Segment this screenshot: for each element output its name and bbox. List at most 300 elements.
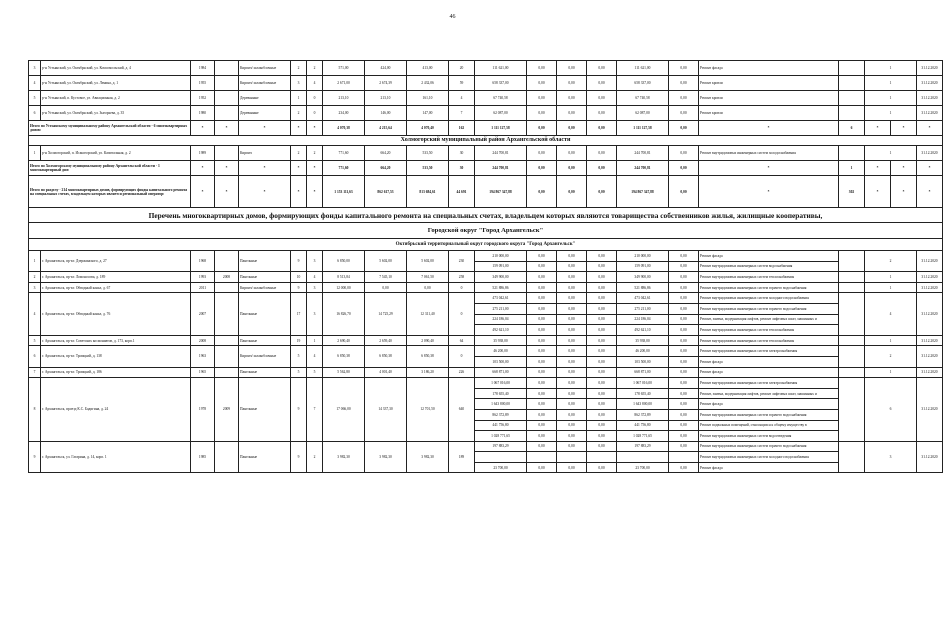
owners-funds-cell: 349 900,00 (617, 272, 669, 283)
local-budget-cell: 0,00 (587, 335, 617, 346)
row-number: 1 (29, 146, 41, 161)
unit-cost-cell: 0,00 (669, 161, 699, 176)
repair-cost-cell: 46 200,00 (475, 346, 527, 357)
fund-share-cell: 0,00 (527, 356, 557, 367)
blank-cell (839, 251, 865, 272)
local-budget-cell (587, 452, 617, 463)
fund-share-cell: 0,00 (527, 367, 557, 378)
work-count-cell: 6 (865, 378, 917, 442)
blank-cell (839, 282, 865, 293)
residents-cell: 44 691 (449, 176, 475, 208)
year-built-cell: 1984 (191, 61, 215, 76)
unit-cost-cell: 0,00 (669, 420, 699, 431)
address-cell: г. Архангельск, пр-кт. Советских космонавтов, д. 173, корп.1 (41, 335, 191, 346)
residential-area-cell: 413,00 (407, 61, 449, 76)
work-count-cell: 2 (865, 251, 917, 272)
residential-area-cell: 147,00 (407, 106, 449, 121)
completion-date-cell: 31.12.2020 (917, 106, 943, 121)
work-type-cell: Ремонт фасада (699, 61, 839, 76)
work-count-cell: 1 (865, 335, 917, 346)
fund-share-cell: 0,00 (527, 272, 557, 283)
fund-share-cell: 0,00 (527, 76, 557, 91)
work-count-cell: 2 (865, 346, 917, 367)
repair-cost-cell: 275 211,00 (475, 303, 527, 314)
local-budget-cell: 0,00 (587, 161, 617, 176)
unit-cost-cell: 0,00 (669, 431, 699, 442)
repair-cost-cell: 521 886,86 (475, 282, 527, 293)
premises-area-cell: 4 001,40 (365, 367, 407, 378)
repair-cost-cell: 178 655,40 (475, 388, 527, 399)
unit-cost-cell: 0,00 (669, 293, 699, 304)
residents-cell: 4 (449, 91, 475, 106)
local-budget-cell: 0,00 (587, 76, 617, 91)
star-cell: * (891, 176, 917, 208)
owners-funds-cell: 67 740,58 (617, 91, 669, 106)
local-budget-cell: 0,00 (587, 272, 617, 283)
address-cell: г. Архангельск, пр-кт. Дзержинского, д. 27 (41, 251, 191, 272)
region-budget-cell: 0,00 (557, 251, 587, 262)
unit-cost-cell: 0,00 (669, 261, 699, 272)
region-budget-cell: 0,00 (557, 314, 587, 325)
star-cell: * (239, 161, 291, 176)
star-cell: * (191, 176, 215, 208)
unit-cost-cell: 0,00 (669, 367, 699, 378)
unit-cost-cell: 0,00 (669, 409, 699, 420)
year-renovated-cell (215, 251, 239, 272)
star-cell: * (191, 161, 215, 176)
year-built-cell: 1978 (191, 378, 215, 442)
repair-cost-cell: 244 700,81 (475, 146, 527, 161)
table-row (29, 367, 943, 378)
fund-share-cell: 0,00 (527, 335, 557, 346)
local-budget-cell: 0,00 (587, 441, 617, 452)
work-count-cell: 4 (865, 293, 917, 335)
address-cell: р-н Устьянский, ул. Октябрьский, ул. Комсомольский, д. 4 (41, 61, 191, 76)
region-budget-cell: 0,00 (557, 399, 587, 410)
wall-material-cell: Кирпич/ шлакоблочные (239, 346, 291, 367)
year-built-cell: 2011 (191, 282, 215, 293)
fund-share-cell: 0,00 (527, 161, 557, 176)
premises-area-cell: 7 545,10 (365, 272, 407, 283)
residents-cell: 30 (449, 161, 475, 176)
residents-cell: 226 (449, 367, 475, 378)
entrances-cell: 2 (307, 441, 323, 473)
completion-date-cell: 31.12.2020 (917, 91, 943, 106)
work-type-cell: Ремонт кровли (699, 106, 839, 121)
total-area-cell: 5 562,80 (323, 367, 365, 378)
unit-cost-cell: 0,00 (669, 272, 699, 283)
star-cell: * (917, 176, 943, 208)
region-budget-cell: 0,00 (557, 378, 587, 389)
local-budget-cell: 0,00 (587, 367, 617, 378)
wall-material-cell: Деревянные (239, 91, 291, 106)
star-cell: * (291, 121, 307, 136)
table-row (29, 378, 943, 389)
floors-cell: 9 (291, 441, 307, 473)
total-row-ustyansky (29, 121, 943, 136)
local-budget-cell: 0,00 (587, 121, 617, 136)
work-type-cell: Ремонт внутридомовых инженерных систем водоснабжения (699, 261, 839, 272)
local-budget-cell: 0,00 (587, 293, 617, 304)
year-built-cell: 1952 (191, 91, 215, 106)
year-built-cell: 1980 (191, 106, 215, 121)
work-type-cell: Ремонт фасада (699, 356, 839, 367)
total-area-cell: 771,60 (323, 146, 365, 161)
address-cell: р-н Устьянский, ул. Октябрьский, ул. Ленина, д. 1 (41, 76, 191, 91)
fund-share-cell: 0,00 (527, 251, 557, 262)
entrances-cell: 0 (307, 91, 323, 106)
total-area-cell: 17 066,00 (323, 378, 365, 442)
blank-cell (839, 346, 865, 367)
repair-cost-cell: 111 621,00 (475, 61, 527, 76)
unit-cost-cell: 0,00 (669, 282, 699, 293)
region-budget-cell: 0,00 (557, 303, 587, 314)
fund-share-cell: 0,00 (527, 431, 557, 442)
premises-area-cell: 4 215,64 (365, 121, 407, 136)
total-area-cell: 213,10 (323, 91, 365, 106)
blank-cell (839, 272, 865, 283)
work-type-cell: Ремонт внутридомовых инженерных систем горячего водоснабжения (699, 409, 839, 420)
repair-cost-cell: 862 372,89 (475, 409, 527, 420)
table-row (29, 346, 943, 357)
entrances-cell: 3 (307, 282, 323, 293)
fund-share-cell: 0,00 (527, 121, 557, 136)
unit-cost-cell: 0,00 (669, 314, 699, 325)
residents-cell: 0 (449, 346, 475, 367)
local-budget-cell: 0,00 (587, 303, 617, 314)
year-renovated-cell (215, 335, 239, 346)
total-area-cell: 4 070,38 (323, 121, 365, 136)
fund-share-cell: 0,00 (527, 420, 557, 431)
repair-cost-cell: 1 111 127,58 (475, 121, 527, 136)
premises-area-cell: 2 674,39 (365, 76, 407, 91)
work-count-cell: 1 (865, 61, 917, 76)
program-table (28, 60, 943, 473)
fund-share-cell: 0,00 (527, 293, 557, 304)
address-cell: р-н Устьянский, п. Кустовое, ул. Авиационная, д. 2 (41, 91, 191, 106)
unit-cost-cell: 0,00 (669, 399, 699, 410)
unit-cost-cell: 0,00 (669, 106, 699, 121)
owners-funds-cell: 62 087,00 (617, 106, 669, 121)
star-cell: * (307, 121, 323, 136)
completion-date-cell: 31.12.2020 (917, 367, 943, 378)
residential-area-cell: 3 982,30 (407, 441, 449, 473)
unit-cost-cell: 0,00 (669, 462, 699, 473)
repair-cost-cell: 668 871,00 (475, 367, 527, 378)
premises-area-cell: 14 725,29 (365, 293, 407, 335)
local-budget-cell: 0,00 (587, 91, 617, 106)
floors-cell: 9 (291, 378, 307, 442)
row-number: 1 (29, 251, 41, 272)
local-budget-cell: 0,00 (587, 409, 617, 420)
floors-cell: 2 (291, 61, 307, 76)
year-renovated-cell (215, 91, 239, 106)
wall-material-cell: Деревянные (239, 106, 291, 121)
repair-cost-cell: 159 091,00 (475, 261, 527, 272)
table-row (29, 282, 943, 293)
address-cell: г. Архангельск, пр-кт. Обводный канал, д. 67 (41, 282, 191, 293)
premises-area-cell: 664,20 (365, 146, 407, 161)
district-header-row (29, 239, 943, 251)
wall-material-cell: Панельные (239, 335, 291, 346)
owners-funds-cell: 1 067 016,00 (617, 378, 669, 389)
year-renovated-cell (215, 61, 239, 76)
owners-funds-cell: 521 886,86 (617, 282, 669, 293)
blank-cell (839, 91, 865, 106)
owners-funds-cell: 492 621,10 (617, 325, 669, 336)
program-table-sheet (28, 60, 938, 473)
unit-cost-cell: 0,00 (669, 378, 699, 389)
unit-cost-cell: 0,00 (669, 121, 699, 136)
residential-area-cell: 161,10 (407, 91, 449, 106)
work-type-cell: Ремонт фасада (699, 251, 839, 262)
local-budget-cell: 0,00 (587, 146, 617, 161)
floors-cell: 1 (291, 91, 307, 106)
residents-cell: 0 (449, 293, 475, 335)
local-budget-cell: 0,00 (587, 261, 617, 272)
local-budget-cell: 0,00 (587, 399, 617, 410)
unit-cost-cell: 0,00 (669, 61, 699, 76)
owners-funds-cell: 23 700,00 (617, 462, 669, 473)
section-title-row-text: Перечень многоквартирных домов, формирующих фонды капитального ремонта на специальных счетах, владельцем которых являются товарищества собственников жилья, жилищные кооперативы, (29, 208, 943, 223)
entrances-cell: 5 (307, 367, 323, 378)
total-area-cell: 771,60 (323, 161, 365, 176)
fund-share-cell: 0,00 (527, 388, 557, 399)
entrances-cell: 3 (307, 293, 323, 335)
region-budget-cell: 0,00 (557, 161, 587, 176)
fund-share-cell: 0,00 (527, 61, 557, 76)
table-row (29, 293, 943, 304)
owners-funds-cell: 178 655,40 (617, 388, 669, 399)
row-number: 7 (29, 367, 41, 378)
local-budget-cell: 0,00 (587, 61, 617, 76)
blank-cell (839, 378, 865, 442)
row-number: 4 (29, 76, 41, 91)
completion-date-cell: 31.12.2020 (917, 282, 943, 293)
repair-cost-cell: 194 867 347,88 (475, 176, 527, 208)
local-budget-cell: 0,00 (587, 378, 617, 389)
year-renovated-cell (215, 293, 239, 335)
owners-funds-cell: 473 042,61 (617, 293, 669, 304)
row-number: 5 (29, 335, 41, 346)
premises-area-cell: 3 982,30 (365, 441, 407, 473)
region-budget-cell: 0,00 (557, 346, 587, 357)
premises-area-cell: 5 602,00 (365, 251, 407, 272)
residential-area-cell: 4 070,40 (407, 121, 449, 136)
owners-funds-cell: 441 756,80 (617, 420, 669, 431)
fund-share-cell: 0,00 (527, 346, 557, 357)
region-budget-cell: 0,00 (557, 325, 587, 336)
entrances-cell: 2 (307, 61, 323, 76)
year-built-cell: 1989 (191, 146, 215, 161)
residential-area-cell: 5 602,00 (407, 251, 449, 272)
repair-cost-cell: 103 500,00 (475, 356, 527, 367)
work-count-cell: 1 (865, 76, 917, 91)
fund-share-cell: 0,00 (527, 399, 557, 410)
star-cell: * (307, 161, 323, 176)
star-cell: * (865, 161, 891, 176)
premises-area-cell: 0,00 (365, 282, 407, 293)
region-budget-cell: 0,00 (557, 441, 587, 452)
region-budget-cell: 0,00 (557, 176, 587, 208)
work-type-cell: Ремонт фасада (699, 367, 839, 378)
region-budget-cell: 0,00 (557, 335, 587, 346)
star-cell: * (239, 176, 291, 208)
premises-area-cell: 424,00 (365, 61, 407, 76)
unit-cost-cell: 0,00 (669, 335, 699, 346)
region-budget-cell (557, 452, 587, 463)
owners-funds-cell: 862 372,89 (617, 409, 669, 420)
work-type-cell: Ремонт внутридомовых инженерных систем электроснабжения (699, 346, 839, 357)
floors-cell: 9 (291, 282, 307, 293)
work-count-cell: 1 (865, 367, 917, 378)
fund-share-cell: 0,00 (527, 91, 557, 106)
residents-cell: 64 (449, 335, 475, 346)
region-budget-cell: 0,00 (557, 367, 587, 378)
work-type-cell: Ремонт внутридомовых инженерных систем холодного водоснабжения (699, 452, 839, 463)
residents-cell: 30 (449, 146, 475, 161)
residential-area-cell: 2 090,40 (407, 335, 449, 346)
wall-material-cell: Кирпич/ шлакоблочные (239, 282, 291, 293)
table-row (29, 106, 943, 121)
fund-share-cell: 0,00 (527, 146, 557, 161)
year-renovated-cell (215, 106, 239, 121)
residential-area-cell: 3 186,20 (407, 367, 449, 378)
premises-area-cell: 664,20 (365, 161, 407, 176)
address-cell: г. Архангельск, пр-кт. Ломоносова, д. 189 (41, 272, 191, 283)
total-area-cell: 571,00 (323, 61, 365, 76)
entrances-cell: 4 (307, 272, 323, 283)
owners-funds-cell: 668 871,00 (617, 367, 669, 378)
fund-share-cell: 0,00 (527, 261, 557, 272)
entrances-cell: 2 (307, 146, 323, 161)
fund-share-cell: 0,00 (527, 303, 557, 314)
star-cell: * (891, 121, 917, 136)
year-renovated-cell (215, 367, 239, 378)
entrances-cell: 3 (307, 251, 323, 272)
work-type-cell: Ремонт подвальных помещений, относящихся к общему имуществу в (699, 420, 839, 431)
repair-cost-cell: 349 900,00 (475, 272, 527, 283)
repair-cost-cell: 67 740,58 (475, 91, 527, 106)
fund-share-cell: 0,00 (527, 106, 557, 121)
region-budget-cell: 0,00 (557, 462, 587, 473)
total-area-cell: 1 153 111,63 (323, 176, 365, 208)
year-built-cell: 2007 (191, 293, 215, 335)
row-number: 9 (29, 441, 41, 473)
star-cell: * (239, 121, 291, 136)
repair-cost-cell: 1 028 771,65 (475, 431, 527, 442)
table-row (29, 61, 943, 76)
work-type-cell: Ремонт внутридомовых инженерных систем холодоснабжения (699, 146, 839, 161)
owners-funds-cell: 197 883,29 (617, 441, 669, 452)
completion-date-cell: 31.12.2020 (917, 441, 943, 473)
work-count-cell: 1 (865, 91, 917, 106)
residential-area-cell: 12 311,40 (407, 293, 449, 335)
row-number: 3 (29, 61, 41, 76)
blank-cell (839, 293, 865, 335)
year-built-cell: 1965 (191, 367, 215, 378)
star-cell: * (191, 121, 215, 136)
residents-cell: 162 (449, 121, 475, 136)
wall-material-cell: Кирпич/ шлакоблочные (239, 61, 291, 76)
work-type-cell: Ремонт, замена, модернизация лифтов, ремонт лифтовых шахт, машинных и (699, 314, 839, 325)
blank-cell (839, 146, 865, 161)
address-cell: р-н Устьянский, ул. Октябрьский, ул. Зыгорьева, д. 35 (41, 106, 191, 121)
work-type-cell: Ремонт внутридомовых инженерных систем водоотведения (699, 431, 839, 442)
region-budget-cell: 0,00 (557, 261, 587, 272)
region-budget-cell: 0,00 (557, 121, 587, 136)
premises-area-cell: 2 659,40 (365, 335, 407, 346)
residential-area-cell: 533,50 (407, 161, 449, 176)
completion-date-cell: 31.12.2020 (917, 146, 943, 161)
fund-share-cell: 0,00 (527, 378, 557, 389)
total-area-cell: 12 000,00 (323, 282, 365, 293)
region-budget-cell: 0,00 (557, 282, 587, 293)
address-cell: г. Архангельск, пр-кт. Троицкий, д. 186 (41, 367, 191, 378)
floors-cell: 5 (291, 367, 307, 378)
section-title-row (29, 208, 943, 223)
total-area-cell: 2 671,00 (323, 76, 365, 91)
local-budget-cell: 0,00 (587, 176, 617, 208)
work-type-cell: Ремонт внутридомовых инженерных систем холодного водоснабжения (699, 293, 839, 304)
owners-funds-cell: 46 200,00 (617, 346, 669, 357)
residents-cell: 189 (449, 441, 475, 473)
owners-funds-cell: 658 337,00 (617, 76, 669, 91)
total-area-cell: 6 850,38 (323, 346, 365, 367)
row-number: 5 (29, 91, 41, 106)
fund-share-cell: 0,00 (527, 314, 557, 325)
blank-cell (839, 367, 865, 378)
year-renovated-cell (215, 346, 239, 367)
star-cell: * (891, 161, 917, 176)
star-cell: * (215, 161, 239, 176)
fund-share-cell: 0,00 (527, 176, 557, 208)
residents-cell: 230 (449, 251, 475, 272)
region-budget-cell: 0,00 (557, 388, 587, 399)
star-cell: * (917, 161, 943, 176)
address-cell: р-н Холмогорский, п. Исакогорский, ул. Капитальная, д. 2 (41, 146, 191, 161)
page-number: 46 (449, 14, 456, 20)
owners-funds-cell (617, 452, 669, 463)
total-area-cell: 3 982,30 (323, 441, 365, 473)
table-row (29, 441, 943, 452)
city-header-row (29, 223, 943, 239)
total-row-kholmogory (29, 161, 943, 176)
row-number: 8 (29, 378, 41, 442)
local-budget-cell: 0,00 (587, 346, 617, 357)
address-cell: г. Архангельск, ул. Гагарина, д. 14, корп. 1 (41, 441, 191, 473)
star-cell: * (215, 176, 239, 208)
residential-area-cell: 12 701,50 (407, 378, 449, 442)
star-cell: * (865, 121, 891, 136)
table-row (29, 251, 943, 262)
year-built-cell: 1955 (191, 76, 215, 91)
star-cell: * (699, 176, 839, 208)
repair-cost-cell: 197 883,29 (475, 441, 527, 452)
residents-cell: 20 (449, 61, 475, 76)
owners-funds-cell: 210 000,00 (617, 251, 669, 262)
year-built-cell: 1985 (191, 441, 215, 473)
completion-date-cell: 31.12.2020 (917, 272, 943, 283)
completion-date-cell: 31.12.2020 (917, 335, 943, 346)
work-count-cell: 6 (839, 121, 865, 136)
repair-cost-cell: 1 067 016,00 (475, 378, 527, 389)
owners-funds-cell: 1 643 800,00 (617, 399, 669, 410)
residential-area-cell: 7 061,50 (407, 272, 449, 283)
row-number: 2 (29, 272, 41, 283)
owners-funds-cell: 194 867 347,88 (617, 176, 669, 208)
work-count-cell: 1 (865, 272, 917, 283)
